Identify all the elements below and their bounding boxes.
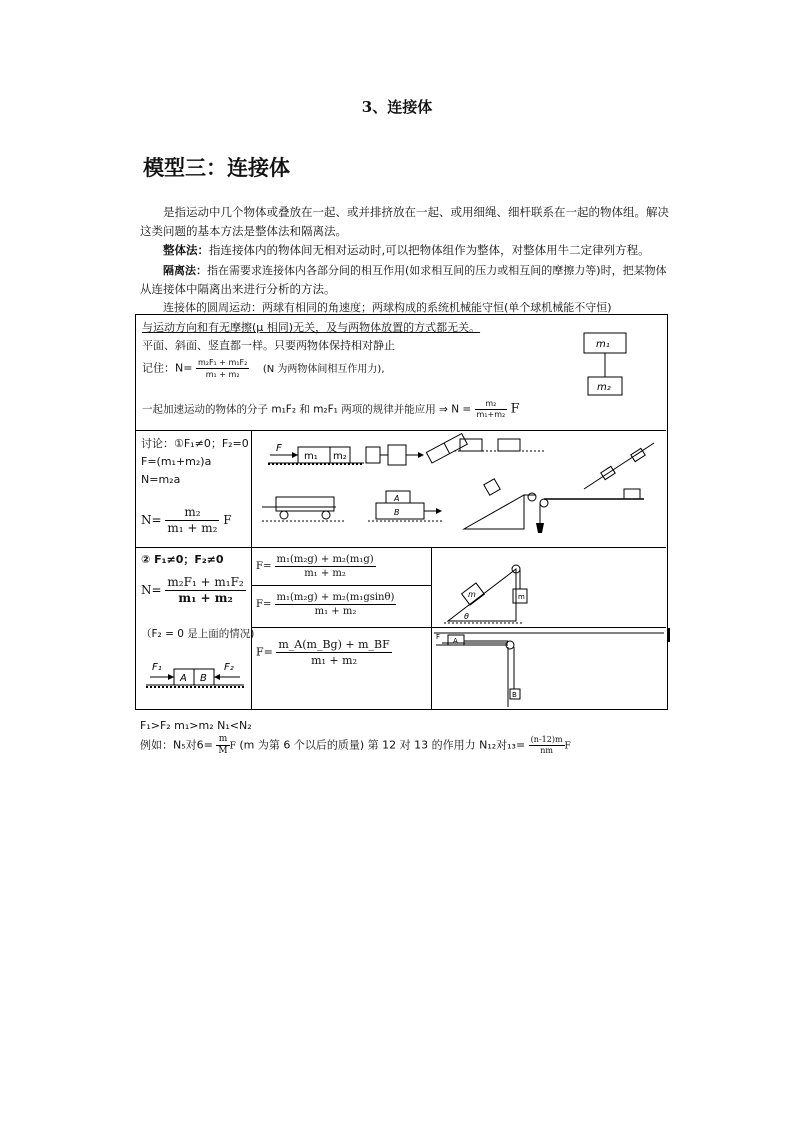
example-prefix: 例如：N₅对6= bbox=[140, 738, 213, 752]
memo-denominator: m₁ + m₂ bbox=[205, 370, 240, 379]
fig-m1: m₁ bbox=[304, 451, 318, 462]
box2-n-denominator: m₁ + m₂ bbox=[167, 521, 218, 535]
box2-figures bbox=[254, 433, 664, 545]
memo-fraction bbox=[196, 357, 249, 380]
box2-eq1: F=(m₁+m₂)a bbox=[141, 455, 212, 468]
intro-line-1: 是指运动中几个物体或叠放在一起、或并排挤放在一起、或用细绳、细杆联系在一起的物体组。解决 bbox=[163, 205, 669, 219]
col-divider-2 bbox=[431, 547, 432, 709]
connected-body-table bbox=[135, 314, 668, 710]
memo-numerator: m₂F₁ + m₁F₂ bbox=[197, 358, 248, 367]
box2-n-numerator: m₂ bbox=[165, 505, 219, 521]
box1-line-1: 与运动方向和有无摩擦(μ 相同)无关，及与两物体放置的方式都无关。 bbox=[142, 321, 481, 334]
table-pulley bbox=[540, 499, 548, 507]
box3-note: （F₂ = 0 是上面的情况) bbox=[141, 628, 255, 640]
box1-rule bbox=[142, 399, 520, 420]
formula-2-denominator: m₁ + m₂ bbox=[314, 606, 357, 617]
box2-n-fraction bbox=[165, 505, 219, 536]
circular-motion-text: 连接体的圆周运动：两球有相同的角速度；两球构成的系统机械能守恒(单个球机械能不守恒) bbox=[163, 301, 612, 314]
box3-figures bbox=[434, 549, 664, 707]
box3-case2: ② F₁≠0；F₂≠0 bbox=[141, 553, 224, 566]
inclined-blocks bbox=[426, 434, 467, 463]
formula-1-numerator: m₁(m₂g) + m₂(m₁g) bbox=[276, 554, 374, 565]
small-box-2 bbox=[388, 445, 406, 465]
isolate-method-text: 指在需要求连接体内各部分间的相互作用(如求相互间的压力或相互间的摩擦力等)时，把某物体 bbox=[207, 264, 667, 277]
svg-text:m: m bbox=[518, 593, 525, 601]
section-heading: 模型三：连接体 bbox=[143, 156, 290, 180]
formula-1-prefix: F= bbox=[256, 561, 272, 572]
opposed-b: B bbox=[200, 673, 207, 684]
example-f-1: F bbox=[229, 741, 236, 752]
isolate-method-line-2: 从连接体中隔离出来进行分析的方法。 bbox=[140, 282, 336, 296]
table-a-label: A bbox=[453, 637, 458, 645]
example-f-2: F bbox=[564, 741, 571, 752]
force-arrowhead bbox=[292, 452, 298, 458]
link-arrowhead bbox=[418, 452, 424, 458]
margin-mark bbox=[668, 628, 670, 642]
opposed-a: A bbox=[180, 673, 187, 684]
box2-n-f: F bbox=[223, 513, 232, 527]
wedge-block bbox=[484, 479, 500, 495]
formula-1 bbox=[256, 553, 376, 580]
formula-1-fraction bbox=[275, 553, 376, 580]
box3-n-prefix: N= bbox=[141, 583, 162, 597]
example-denominator-2: nm bbox=[540, 746, 553, 755]
cart-body bbox=[276, 497, 334, 511]
box3-n-denominator: m₁ + m₂ bbox=[178, 591, 233, 605]
row-divider-1 bbox=[136, 430, 666, 431]
rule-denominator: m₁+m₂ bbox=[476, 410, 506, 419]
wedge bbox=[464, 495, 524, 529]
label-m2: m₂ bbox=[597, 382, 611, 393]
formula-3-denominator: m₁ + m₂ bbox=[311, 654, 357, 667]
formula-3-prefix: F= bbox=[256, 645, 273, 659]
formula-1-denominator: m₁ + m₂ bbox=[304, 568, 346, 579]
formula-2-fraction bbox=[275, 591, 397, 618]
box3-n-numerator: m₂F₁ + m₁F₂ bbox=[167, 575, 244, 589]
example-numerator-2: (n-12)m bbox=[530, 735, 563, 744]
example-numerator-1: m bbox=[216, 734, 229, 746]
incline-wedge bbox=[448, 569, 516, 621]
col-divider-1 bbox=[251, 430, 252, 709]
hanging-b-label: B bbox=[512, 691, 517, 699]
memo-prefix: 记住：N= bbox=[142, 361, 193, 375]
isolate-method bbox=[163, 261, 693, 280]
box1-line-2: 平面、斜面、竖直都一样。只要两物体保持相对静止 bbox=[142, 339, 395, 352]
cart-wheel-1 bbox=[280, 511, 288, 519]
formula-2-numerator: m₁(m₂g) + m₂(m₁gsinθ) bbox=[276, 592, 395, 603]
formula-3-fraction bbox=[276, 637, 391, 668]
box2-eq2: N=m₂a bbox=[141, 473, 181, 486]
label-m1: m₁ bbox=[596, 339, 610, 350]
whole-method-text: 指连接体内的物体间无相对运动时,可以把物体组作为整体，对整体用牛二定律列方程。 bbox=[209, 243, 650, 257]
rule-text: 一起加速运动的物体的分子 m₁F₂ 和 m₂F₁ 两项的规律并能应用 ⇒ N = bbox=[142, 403, 472, 416]
box3-n-fraction bbox=[165, 575, 245, 606]
page-title: 3、连接体 bbox=[361, 98, 433, 116]
memo-note: (N 为两物体间相互作用力), bbox=[262, 363, 385, 375]
top-box-1 bbox=[460, 439, 482, 451]
example-fraction-2 bbox=[529, 735, 565, 756]
small-box-1 bbox=[366, 447, 380, 463]
intro-line-2: 这类问题的基本方法是整体法和隔离法。 bbox=[140, 224, 347, 238]
hanging-weight bbox=[536, 523, 544, 533]
rule-fraction bbox=[475, 399, 508, 420]
block-b bbox=[376, 503, 424, 519]
fig-f: F bbox=[276, 443, 282, 454]
whole-method-label: 整体法： bbox=[163, 243, 209, 257]
example-middle: (m 为第 6 个以后的质量) 第 12 对 13 的作用力 N₁₂对₁₃= bbox=[239, 738, 526, 752]
incline-m-label: m bbox=[468, 590, 476, 599]
box2-n-formula bbox=[141, 505, 232, 536]
opposed-forces-figure bbox=[144, 655, 246, 695]
formula-3-numerator: m_A(m_Bg) + m_BF bbox=[278, 638, 390, 651]
footer-line-1: F₁>F₂ m₁>m₂ N₁<N₂ bbox=[140, 719, 252, 732]
example-fraction-1 bbox=[216, 734, 229, 757]
whole-method bbox=[163, 241, 683, 260]
box2-discuss: 讨论：①F₁≠0；F₂=0 bbox=[141, 437, 249, 450]
fig-a: A bbox=[394, 494, 400, 503]
top-box-2 bbox=[498, 439, 520, 451]
formula-2 bbox=[256, 591, 396, 618]
row-divider-4 bbox=[251, 585, 431, 586]
box3-n-formula bbox=[141, 575, 246, 606]
formula-2-prefix: F= bbox=[256, 599, 272, 610]
table-f-label: F bbox=[436, 633, 441, 641]
box2-n-prefix: N= bbox=[141, 513, 162, 527]
table-block bbox=[624, 489, 640, 499]
isolate-method-label: 隔离法： bbox=[163, 264, 207, 277]
rule-numerator: m₂ bbox=[475, 399, 508, 410]
fig-b: B bbox=[394, 508, 400, 517]
fig-m2: m₂ bbox=[333, 451, 347, 462]
box1-memo bbox=[142, 357, 385, 380]
label-f2: F₂ bbox=[224, 662, 234, 673]
row-divider-2 bbox=[136, 547, 666, 548]
hanging-masses-figure bbox=[576, 325, 636, 405]
cart-wheel-2 bbox=[322, 511, 330, 519]
formula-3 bbox=[256, 637, 392, 668]
rule-f: F bbox=[510, 401, 520, 417]
example-denominator-1: M bbox=[218, 746, 228, 756]
wedge-pulley bbox=[528, 493, 536, 501]
incline-line bbox=[584, 443, 654, 489]
label-f1: F₁ bbox=[152, 662, 162, 673]
footer-example bbox=[140, 734, 571, 757]
incline-theta: θ bbox=[464, 612, 469, 621]
